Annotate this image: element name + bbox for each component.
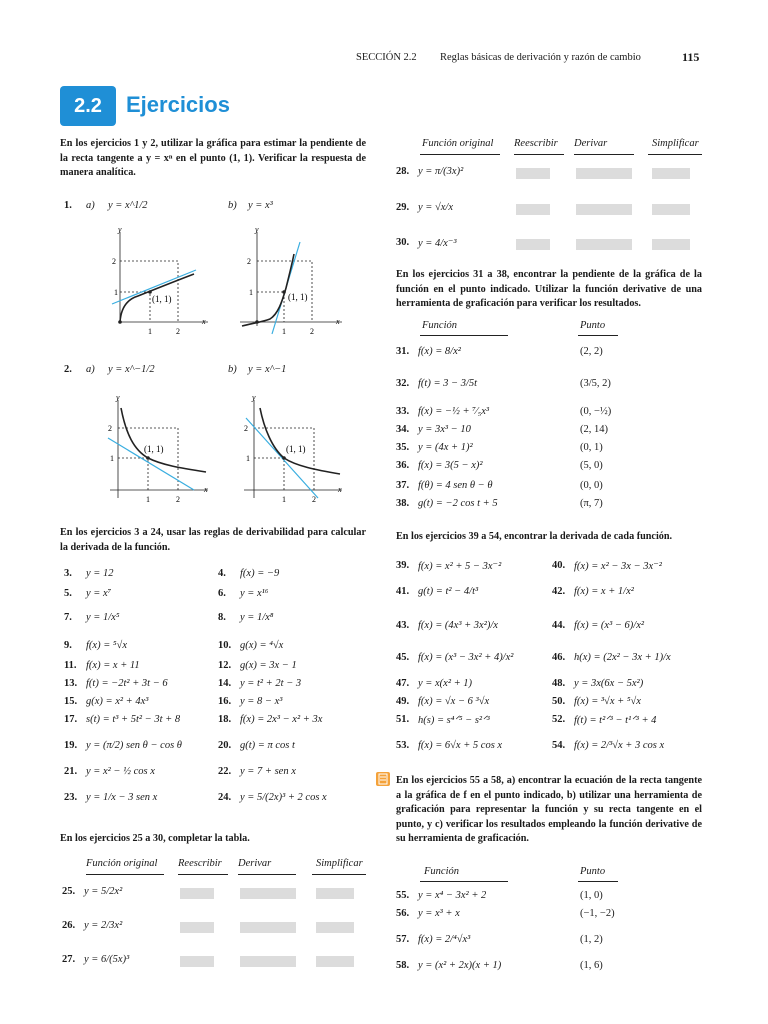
exercise-number: 21. [64, 766, 78, 777]
graph-1b [232, 222, 352, 340]
exercise-number: 45. [396, 652, 410, 663]
svg-text:x: x [202, 317, 206, 326]
exercise-point: (3/5, 2) [580, 378, 611, 389]
exercise-point: (0, −½) [580, 406, 612, 417]
exercise-point: (−1, −2) [580, 908, 615, 919]
exercise-number: 32. [396, 378, 410, 389]
answer-field[interactable] [652, 168, 690, 179]
fp55-header-point: Punto [580, 866, 606, 877]
answer-field[interactable] [576, 239, 632, 250]
svg-text:y: y [116, 394, 120, 402]
exercise-expression: y = 3x³ − 10 [418, 424, 471, 435]
exercise-number: 8. [218, 612, 226, 623]
exercise-expression: g(x) = 3x − 1 [240, 660, 297, 671]
exercise-number: 33. [396, 406, 410, 417]
table-right-header-simplify: Simplificar [652, 138, 699, 149]
exercise-expression: y = (x² + 2x)(x + 1) [418, 960, 502, 971]
svg-text:1: 1 [146, 495, 150, 504]
exercise-expression: f(x) = (x³ − 6)/x² [574, 620, 645, 631]
exercise-number: 24. [218, 792, 232, 803]
exercise-expression: g(t) = π cos t [240, 740, 295, 751]
section-badge: 2.2 [60, 86, 116, 126]
exercise-expression: f(x) = ³√x + ⁵√x [574, 696, 641, 707]
exercise-number: 10. [218, 640, 232, 651]
svg-text:(1, 1): (1, 1) [288, 292, 308, 302]
exercise-expression: y = x¹⁶ [240, 588, 269, 599]
exercise-number: 44. [552, 620, 566, 631]
exercise-point: (π, 7) [580, 498, 603, 509]
exercise-2b-label: b) [228, 364, 237, 375]
exercise-expression: f(x) = 6√x + 5 cos x [418, 740, 503, 751]
exercise-number: 31. [396, 346, 410, 357]
exercise-expression: f(x) = 2/⁴√x³ [418, 934, 471, 945]
exercise-expression: y = x² − ½ cos x [86, 766, 155, 777]
answer-field[interactable] [180, 888, 214, 899]
exercise-expression: f(x) = x² − 3x − 3x⁻² [574, 561, 662, 572]
exercise-number: 50. [552, 696, 566, 707]
exercise-expression: y = (π/2) sen θ − cos θ [86, 740, 182, 751]
exercise-number: 6. [218, 588, 226, 599]
svg-text:2: 2 [312, 495, 316, 504]
exercise-expression: y = 5/(2x)³ + 2 cos x [240, 792, 327, 803]
exercise-expression: f(x) = −9 [240, 568, 280, 579]
exercise-expression: f(x) = (x³ − 3x² + 4)/x² [418, 652, 514, 663]
exercise-number: 57. [396, 934, 410, 945]
exercise-number: 5. [64, 588, 72, 599]
svg-text:1: 1 [114, 288, 118, 297]
exercise-point: (2, 14) [580, 424, 608, 435]
exercise-expression: f(t) = t²ᐟ³ − t¹ᐟ³ + 4 [574, 715, 657, 726]
point-label: (1, 1) [152, 294, 172, 304]
exercise-expression: y = 1/x − 3 sen x [86, 792, 158, 803]
exercise-number: 43. [396, 620, 410, 631]
svg-text:y: y [118, 225, 122, 234]
svg-text:x: x [338, 485, 342, 494]
exercise-number: 29. [396, 202, 410, 213]
exercise-number: 39. [396, 560, 410, 571]
exercise-expression: g(x) = ⁴√x [240, 640, 284, 651]
graph-2b [232, 394, 352, 506]
table-left-header-simplify: Simplificar [316, 858, 363, 869]
instructions-2: En los ejercicios 3 a 24, usar las reglas de derivabilidad para calcular la derivada de la función. [60, 527, 366, 553]
exercise-expression: y = 7 + sen x [240, 766, 296, 777]
exercise-expression: y = √x/x [418, 202, 453, 213]
svg-text:2: 2 [112, 257, 116, 266]
exercise-number: 7. [64, 612, 72, 623]
exercise-number: 23. [64, 792, 78, 803]
exercise-expression: y = x⁷ [86, 588, 112, 599]
exercise-expression: g(t) = −2 cos t + 5 [418, 498, 498, 509]
svg-text:(1, 1): (1, 1) [144, 444, 164, 454]
instructions-1: En los ejercicios 1 y 2, utilizar la gráfica para estimar la pendiente de la recta tangente a y = xⁿ en el punto (1, 1). Verificar la respuesta de manera analítica. [60, 138, 366, 178]
exercise-expression: f(θ) = 4 sen θ − θ [418, 480, 493, 491]
exercise-number: 37. [396, 480, 410, 491]
exercise-1b-function: y = x³ [248, 200, 273, 211]
exercise-number: 40. [552, 560, 566, 571]
page-number: 115 [682, 50, 700, 64]
instructions-5: En los ejercicios 39 a 54, encontrar la derivada de cada función. [396, 531, 673, 542]
exercise-expression: h(x) = (2x² − 3x + 1)/x [574, 652, 671, 663]
exercise-expression: h(s) = s⁴ᐟ⁵ − s²ᐟ³ [418, 715, 490, 726]
table-right-header-original: Función original [422, 138, 494, 149]
exercise-expression: f(x) = x + 11 [86, 660, 140, 671]
svg-text:2: 2 [108, 424, 112, 433]
exercise-number: 58. [396, 960, 410, 971]
exercise-expression: f(t) = −2t² + 3t − 6 [86, 678, 168, 689]
exercise-number: 35. [396, 442, 410, 453]
exercise-expression: f(x) = 2x³ − x² + 3x [240, 714, 323, 725]
exercise-number: 53. [396, 740, 410, 751]
exercise-number: 3. [64, 568, 72, 579]
exercise-expression: y = 6/(5x)³ [84, 954, 130, 965]
table-right-header-derive: Derivar [574, 138, 608, 149]
svg-text:1: 1 [282, 327, 286, 336]
exercise-2-number: 2. [64, 364, 72, 375]
answer-field[interactable] [652, 239, 690, 250]
svg-text:x: x [336, 317, 340, 326]
exercise-expression: f(x) = 8/x² [418, 346, 461, 357]
exercise-expression: f(t) = 3 − 3/5t [418, 378, 478, 389]
exercise-number: 54. [552, 740, 566, 751]
graph-1a [98, 222, 218, 340]
table-right-header-rewrite: Reescribir [514, 138, 558, 149]
exercise-number: 18. [218, 714, 232, 725]
answer-field[interactable] [180, 956, 214, 967]
exercise-expression: f(x) = x² + 5 − 3x⁻² [418, 561, 502, 572]
exercise-number: 13. [64, 678, 78, 689]
answer-field[interactable] [516, 204, 550, 215]
exercise-expression: y = π/(3x)² [418, 166, 464, 177]
fp55-header-function: Función [424, 866, 459, 877]
exercise-number: 14. [218, 678, 232, 689]
exercise-1-number: 1. [64, 200, 72, 211]
exercise-point: (1, 2) [580, 934, 603, 945]
svg-text:x: x [204, 485, 208, 494]
exercise-1a-function: y = x^1/2 [108, 200, 148, 211]
exercise-number: 30. [396, 237, 410, 248]
graph-2a [98, 394, 218, 506]
svg-text:2: 2 [176, 327, 180, 336]
section-title: Ejercicios [126, 92, 230, 117]
svg-text:2: 2 [247, 257, 251, 266]
exercise-number: 27. [62, 954, 76, 965]
svg-text:1: 1 [282, 495, 286, 504]
exercise-point: (0, 0) [580, 480, 603, 491]
exercise-number: 52. [552, 714, 566, 725]
fp31-header-point: Punto [580, 320, 606, 331]
exercise-expression: y = 2/3x² [84, 920, 123, 931]
graphing-calculator-icon [376, 772, 390, 786]
exercise-point: (2, 2) [580, 346, 603, 357]
svg-text:1: 1 [249, 288, 253, 297]
exercise-expression: f(x) = 3(5 − x)² [418, 460, 483, 471]
exercise-number: 9. [64, 640, 72, 651]
exercise-number: 28. [396, 166, 410, 177]
instructions-3: En los ejercicios 25 a 30, completar la tabla. [60, 833, 250, 844]
exercise-number: 17. [64, 714, 78, 725]
exercise-2b-function: y = x^−1 [248, 364, 287, 375]
exercise-number: 22. [218, 766, 232, 777]
answer-field[interactable] [516, 168, 550, 179]
exercise-number: 20. [218, 740, 232, 751]
svg-text:(1, 1): (1, 1) [286, 444, 306, 454]
exercise-expression: f(x) = x + 1/x² [574, 586, 634, 597]
exercise-number: 47. [396, 678, 410, 689]
svg-text:y: y [255, 225, 259, 234]
exercise-1b-label: b) [228, 200, 237, 211]
exercise-number: 55. [396, 890, 410, 901]
header-section: SECCIÓN 2.2 [356, 52, 417, 63]
answer-field[interactable] [240, 922, 296, 933]
exercise-number: 19. [64, 740, 78, 751]
exercise-expression: y = 1/x⁸ [240, 612, 274, 623]
exercise-2a-function: y = x^−1/2 [108, 364, 155, 375]
exercise-number: 49. [396, 696, 410, 707]
answer-field[interactable] [516, 239, 550, 250]
answer-field[interactable] [576, 204, 632, 215]
exercise-expression: y = t² + 2t − 3 [240, 678, 302, 689]
exercise-number: 16. [218, 696, 232, 707]
exercise-expression: f(x) = √x − 6 ³√x [418, 696, 490, 707]
svg-text:2: 2 [244, 424, 248, 433]
exercise-number: 26. [62, 920, 76, 931]
exercise-expression: f(x) = (4x³ + 3x²)/x [418, 620, 498, 631]
exercise-number: 36. [396, 460, 410, 471]
exercise-number: 42. [552, 586, 566, 597]
exercise-number: 11. [64, 660, 77, 671]
exercise-expression: y = 3x(6x − 5x²) [574, 678, 644, 689]
answer-field[interactable] [576, 168, 632, 179]
instructions-4: En los ejercicios 31 a 38, encontrar la pendiente de la gráfica de la función en el punto indicado. Utilizar la función derivative de una herramienta de graficación para verificar los resultados. [396, 269, 702, 309]
svg-text:2: 2 [310, 327, 314, 336]
answer-field[interactable] [316, 922, 354, 933]
exercise-point: (0, 1) [580, 442, 603, 453]
answer-field[interactable] [180, 922, 214, 933]
exercise-expression: y = 4/x⁻³ [418, 238, 457, 249]
exercise-point: (1, 6) [580, 960, 603, 971]
answer-field[interactable] [316, 888, 354, 899]
exercise-point: (1, 0) [580, 890, 603, 901]
exercise-expression: y = x(x² + 1) [418, 678, 473, 689]
exercise-expression: y = x³ + x [418, 908, 460, 919]
table-left-header-original: Función original [86, 858, 158, 869]
exercise-point: (5, 0) [580, 460, 603, 471]
instructions-6: En los ejercicios 55 a 58, a) encontrar la ecuación de la recta tangente a la gráfica de f en el punto indicado, b) utilizar una herramienta de graficación para representar la función y su recta tangente en el punto, y c) verificar los resultados empleando la función derivative de su herramienta de graficación. [396, 775, 702, 844]
answer-field[interactable] [316, 956, 354, 967]
exercise-1a-label: a) [86, 200, 95, 211]
exercise-number: 48. [552, 678, 566, 689]
table-left-header-rewrite: Reescribir [178, 858, 222, 869]
exercise-number: 15. [64, 696, 78, 707]
exercise-expression: f(x) = −½ + ⁷⁄₅x³ [418, 406, 490, 417]
exercise-2a-label: a) [86, 364, 95, 375]
exercise-number: 51. [396, 714, 410, 725]
exercise-number: 46. [552, 652, 566, 663]
exercise-expression: y = 1/x⁵ [86, 612, 120, 623]
exercise-expression: s(t) = t³ + 5t² − 3t + 8 [86, 714, 181, 725]
svg-text:1: 1 [148, 327, 152, 336]
exercise-expression: g(x) = x² + 4x³ [86, 696, 149, 707]
exercise-expression: y = 12 [86, 568, 114, 579]
exercise-expression: y = x⁴ − 3x² + 2 [418, 890, 487, 901]
exercise-number: 25. [62, 886, 76, 897]
fp31-header-function: Función [422, 320, 457, 331]
exercise-number: 41. [396, 586, 410, 597]
exercise-number: 56. [396, 908, 410, 919]
exercise-expression: g(t) = t² − 4/t³ [418, 586, 479, 597]
svg-text:2: 2 [176, 495, 180, 504]
exercise-number: 4. [218, 568, 226, 579]
answer-field[interactable] [652, 204, 690, 215]
exercise-expression: y = (4x + 1)² [418, 442, 473, 453]
header-title: Reglas básicas de derivación y razón de cambio [440, 52, 641, 63]
answer-field[interactable] [240, 956, 296, 967]
exercise-number: 38. [396, 498, 410, 509]
exercise-expression: y = 8 − x³ [240, 696, 283, 707]
exercise-expression: y = 5/2x² [84, 886, 123, 897]
answer-field[interactable] [240, 888, 296, 899]
svg-text:1: 1 [110, 454, 114, 463]
exercise-expression: f(x) = 2/³√x + 3 cos x [574, 740, 665, 751]
svg-text:1: 1 [246, 454, 250, 463]
exercise-number: 12. [218, 660, 232, 671]
table-left-header-derive: Derivar [238, 858, 272, 869]
exercise-number: 34. [396, 424, 410, 435]
svg-text:y: y [252, 394, 256, 402]
exercise-expression: f(x) = ⁵√x [86, 640, 127, 651]
